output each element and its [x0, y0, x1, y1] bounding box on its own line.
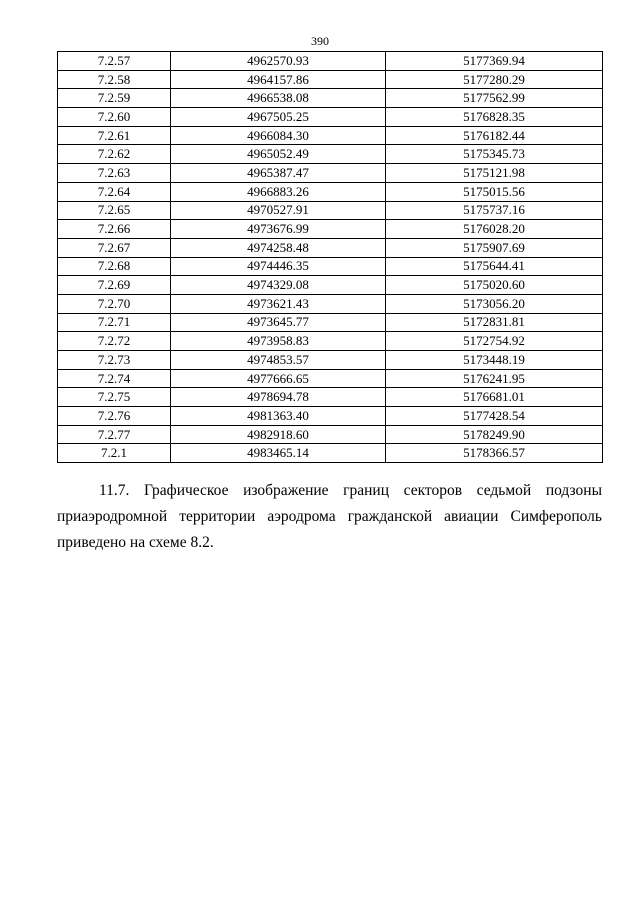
y-coordinate-cell: 5176182.44 [386, 126, 603, 145]
x-coordinate-cell: 4974329.08 [171, 276, 386, 295]
y-coordinate-cell: 5175345.73 [386, 145, 603, 164]
table-row [58, 425, 603, 444]
x-coordinate-cell: 4966084.30 [171, 126, 386, 145]
x-coordinate-cell: 4978694.78 [171, 388, 386, 407]
point-number-cell: 7.2.73 [58, 351, 171, 370]
page-number: 390 [311, 34, 329, 48]
y-coordinate-cell: 5177369.94 [386, 52, 603, 71]
table-row [58, 332, 603, 351]
x-coordinate-cell: 4973645.77 [171, 313, 386, 332]
point-number-cell: 7.2.58 [58, 70, 171, 89]
y-coordinate-cell: 5176241.95 [386, 369, 603, 388]
point-number-cell: 7.2.71 [58, 313, 171, 332]
y-coordinate-cell: 5175644.41 [386, 257, 603, 276]
x-coordinate-cell: 4965052.49 [171, 145, 386, 164]
table-row [58, 238, 603, 257]
point-number-cell: 7.2.75 [58, 388, 171, 407]
table-row [58, 313, 603, 332]
table-row [58, 294, 603, 313]
y-coordinate-cell: 5178366.57 [386, 444, 603, 463]
y-coordinate-cell: 5176681.01 [386, 388, 603, 407]
point-number-cell: 7.2.64 [58, 182, 171, 201]
table-row [58, 126, 603, 145]
x-coordinate-cell: 4974258.48 [171, 238, 386, 257]
point-number-cell: 7.2.70 [58, 294, 171, 313]
point-number-cell: 7.2.69 [58, 276, 171, 295]
point-number-cell: 7.2.57 [58, 52, 171, 71]
table-row [58, 369, 603, 388]
point-number-cell: 7.2.59 [58, 89, 171, 108]
x-coordinate-cell: 4973621.43 [171, 294, 386, 313]
y-coordinate-cell: 5175020.60 [386, 276, 603, 295]
x-coordinate-cell: 4973958.83 [171, 332, 386, 351]
point-number-cell: 7.2.60 [58, 108, 171, 127]
y-coordinate-cell: 5177562.99 [386, 89, 603, 108]
section-paragraph: 11.7. Графическое изображение границ секторов седьмой подзоны приаэродромной территории аэродрома гражданской авиации Симферополь приведено на схеме 8.2. [57, 482, 602, 551]
y-coordinate-cell: 5178249.90 [386, 425, 603, 444]
point-number-cell: 7.2.65 [58, 201, 171, 220]
x-coordinate-cell: 4966883.26 [171, 182, 386, 201]
x-coordinate-cell: 4964157.86 [171, 70, 386, 89]
table-row [58, 201, 603, 220]
table-row [58, 257, 603, 276]
table-row [58, 70, 603, 89]
point-number-cell: 7.2.76 [58, 407, 171, 426]
y-coordinate-cell: 5177428.54 [386, 407, 603, 426]
x-coordinate-cell: 4981363.40 [171, 407, 386, 426]
point-number-cell: 7.2.67 [58, 238, 171, 257]
table-row [58, 220, 603, 239]
x-coordinate-cell: 4982918.60 [171, 425, 386, 444]
point-number-cell: 7.2.66 [58, 220, 171, 239]
x-coordinate-cell: 4974446.35 [171, 257, 386, 276]
table-row [58, 52, 603, 71]
table-row [58, 108, 603, 127]
x-coordinate-cell: 4962570.93 [171, 52, 386, 71]
point-number-cell: 7.2.63 [58, 164, 171, 183]
coordinates-table [57, 51, 603, 463]
y-coordinate-cell: 5172831.81 [386, 313, 603, 332]
table-row [58, 182, 603, 201]
x-coordinate-cell: 4967505.25 [171, 108, 386, 127]
y-coordinate-cell: 5176828.35 [386, 108, 603, 127]
x-coordinate-cell: 4983465.14 [171, 444, 386, 463]
y-coordinate-cell: 5175015.56 [386, 182, 603, 201]
coordinates-table-body [58, 52, 603, 463]
table-row [58, 444, 603, 463]
point-number-cell: 7.2.72 [58, 332, 171, 351]
y-coordinate-cell: 5175121.98 [386, 164, 603, 183]
point-number-cell: 7.2.68 [58, 257, 171, 276]
table-row [58, 351, 603, 370]
table-row [58, 407, 603, 426]
x-coordinate-cell: 4970527.91 [171, 201, 386, 220]
point-number-cell: 7.2.74 [58, 369, 171, 388]
y-coordinate-cell: 5175907.69 [386, 238, 603, 257]
x-coordinate-cell: 4973676.99 [171, 220, 386, 239]
x-coordinate-cell: 4966538.08 [171, 89, 386, 108]
x-coordinate-cell: 4974853.57 [171, 351, 386, 370]
point-number-cell: 7.2.77 [58, 425, 171, 444]
point-number-cell: 7.2.62 [58, 145, 171, 164]
table-row [58, 388, 603, 407]
point-number-cell: 7.2.61 [58, 126, 171, 145]
x-coordinate-cell: 4977666.65 [171, 369, 386, 388]
point-number-cell: 7.2.1 [58, 444, 171, 463]
y-coordinate-cell: 5172754.92 [386, 332, 603, 351]
y-coordinate-cell: 5177280.29 [386, 70, 603, 89]
x-coordinate-cell: 4965387.47 [171, 164, 386, 183]
y-coordinate-cell: 5175737.16 [386, 201, 603, 220]
table-row [58, 276, 603, 295]
y-coordinate-cell: 5173056.20 [386, 294, 603, 313]
table-row [58, 145, 603, 164]
y-coordinate-cell: 5176028.20 [386, 220, 603, 239]
table-row [58, 89, 603, 108]
table-row [58, 164, 603, 183]
y-coordinate-cell: 5173448.19 [386, 351, 603, 370]
